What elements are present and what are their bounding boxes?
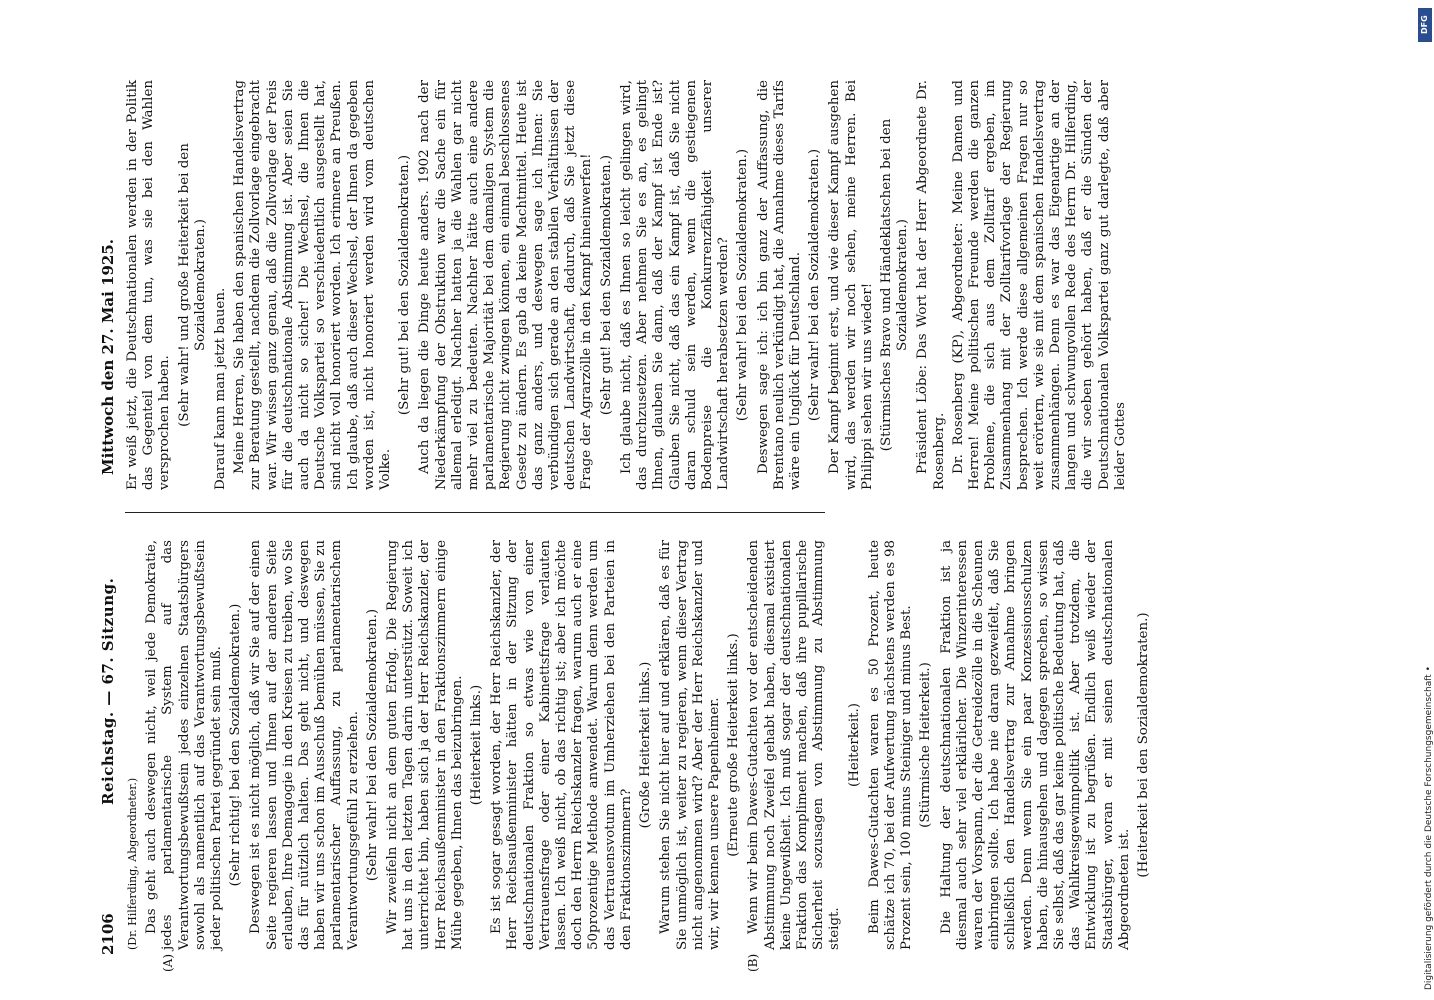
paragraph: Darauf kann man jetzt bauen. [213,287,229,490]
interjection: (Sehr richtig! bei den Sozialdemokraten.) [228,603,244,887]
paragraph: Das geht auch deswegen nicht, weil jede Demokratie, jedes parlamentarische System auf das Verantwortungsbewußtsein jedes einzelnen Staatsbürgers sowohl als namentlich auf das Verantwortungsbewußtsein jeder politischen Partei gegründet sein muß. [144,540,225,950]
interjection: (Sehr wahr! bei den Sozialdemokraten.) [364,608,380,882]
interjection: (Heiterkeit bei den Sozialdemokraten.) [1135,612,1151,878]
margin-mark-b: (B) [746,953,760,972]
digitization-credit: Digitalisierung gefördert durch die Deutsche Forschungsgemeinschaft • [1424,666,1434,990]
left-column [125,540,1156,972]
interjection: (Heiterkeit links.) [469,684,485,806]
interjection: (Sehr gut! bei den Sozialdemokraten.) [598,154,614,416]
paragraph: Auch da liegen die Dinge heute anders. 1902 nach der Niederkämpfung der Obstruktion war die Sache ein für allemal erledigt. Nachher hatten ja die Wahlen gar nicht mehr viel zu bedeuten. Nachher hätte auch eine andere parlamentarische Majorität bei dem damaligen System die Regierung nicht zwingen können, ein einmal beschlossenes Gesetz zu ändern. Es gab da keine Machtmittel. Heute ist das ganz anders, und deswegen sage ich Ihnen: Sie verbündigen sich gerade an den stabilen Verhältnissen der deutschen Landwirtschaft, dadurch, daß Sie jetzt diese Frage der Agrarzölle in den Kampf hineinwerfen! [417,80,595,490]
document-page [95,55,1425,972]
column-divider [125,512,825,513]
session-title: Reichstag. — 67. Sitzung. [99,577,117,805]
dfg-logo-icon: DFG [1418,8,1432,42]
paragraph: Meine Herren, Sie haben den spanischen Handelsvertrag zur Beratung gestellt, nachdem die Zollvorlage eingebracht war. Wir wissen ganz genau, daß die Zollvorlage der Preis für die deutschnationale Abstimmung ist. Aber seien Sie auch da nicht so sicher! Die Wechsel, die Ihnen die Deutsche Volkspartei so verschiedentlich ausgestellt hat, sind nicht voll honoriert worden. Ich erinnere an Preußen. Ich glaube, daß auch dieser Wechsel, der Ihnen da gegeben worden ist, nicht honoriert werden wird vom deutschen Volke. [232,80,394,490]
interjection: (Sehr wahr! bei den Sozialdemokraten.) [807,148,823,422]
interjection: (Heiterkeit.) [846,703,862,787]
paragraph: Wir zweifeln nicht an dem guten Erfolg. Die Regierung hat uns in den letzten Tagen darin unterstützt. Soweit ich unterrichtet bin, haben sich ja der Herr Reichskanzler, der Herr Reichsaußenminister in den Fraktionszimmern einige Mühe gegeben, Ihnen das beizubringen. [385,540,465,950]
paragraph: Ich glaube nicht, daß es Ihnen so leicht gelingen wird, das durchzusetzen. Aber nehmen Sie es an, es gelingt Ihnen, glauben Sie dann, daß der Kampf ist Ende ist? Glauben Sie nicht, daß das ein Kampf ist, daß Sie nicht daran schuld sein werden, wenn die gestiegenen Bodenpreise die Konkurrenzfähigkeit unserer Landwirtschaft herabsetzen werden? [618,80,732,490]
interjection: (Sehr gut! bei den Sozialdemokraten.) [397,154,413,416]
speaker-announcement: Präsident Löbe: Das Wort hat der Herr Abgeordnete Dr. Rosenberg. [915,80,947,490]
paragraph: Wenn wir beim Dawes-Gutachten vor der entscheidenden Abstimmung noch Zweifel gehabt haben, diesmal existiert keine Ungewißheit. Ich muß sogar der deutschnationalen Fraktion das Kompliment machen, daß ihre pupillarische Sicherheit sozusagen von Abstimmung zu Abstimmung steigt. [746,540,843,950]
paragraph: Dr. Rosenberg (KP), Abgeordneter: Meine Damen und Herren! Meine politischen Freunde werden die ganzen Probleme, die sich aus dem Zolltarif ergeben, im Zusammenhang mit der Zolltarifvorlage der Regierung besprechen. Ich werde diese allgemeinen Fragen nur so weit erörtern, wie sie mit dem spanischen Handelsvertrag zusammenhängen. Denn es war das Eigenartige an der langen und schwungvollen Rede des Herrn Dr. Hilferding, die wir soeben gehört haben, daß er die Sünden der Deutschnationalen Volkspartei ganz gut darlegte, daß aber leider Gottes [950,80,1128,490]
speaker-header: (Dr. Hilferding, Abgeordneter.) [126,777,139,950]
paragraph: Warum stehen Sie nicht hier auf und erklären, daß es für Sie unmöglich ist, weiter zu regieren, wenn dieser Vertrag nicht angenommen wird? Aber der Herr Reichskanzler und wir, wir kennen unsere Papenheimer. [658,540,722,950]
session-date: Mittwoch den 27. Mai 1925. [99,238,117,475]
paragraph: Der Kampf beginnt erst, und wie dieser Kampf ausgehen wird, das werden wir noch sehen, meine Herren. Bei Philippi sehen wir uns wieder! [827,80,875,490]
page-header [95,55,125,955]
interjection: (Sehr wahr! bei den Sozialdemokraten.) [735,148,751,422]
interjection: (Große Heiterkeit links.) [638,661,654,829]
paragraph: Es ist sogar gesagt worden, der Herr Reichskanzler, der Herr Reichsaußenminister hätten in der Sitzung der deutschnationalen Fraktion so etwas wie von einer Vertrauensfrage oder einer Kabinettsfrage verlauten lassen. Ich weiß nicht, ob das richtig ist; aber ich möchte doch den Herrn Reichskanzler fragen, warum auch er eine 50prozentige Methode anwendet. Warum denn werden um das Vertrauensvotum im Umherziehen bei den Parteien in den Fraktionszimmern? [489,540,634,950]
right-column [125,80,1132,490]
page-number: 2106 [99,913,117,955]
paragraph: Deswegen ist es nicht möglich, daß wir Sie auf der einen Seite regieren lassen und Ihnen auf der anderen Seite erlauben, Ihre Demagogie in den Kreisen zu treiben, wo Sie das für nützlich halten. Das geht nicht, und deswegen haben wir uns schon im Ausschuß bemühen müssen, Sie zu parlamentarischer Auffassung, zu parlamentarischem Verantwortungsgefühl zu erziehen. [248,540,361,950]
paragraph: Er weiß jetzt, die Deutschnationalen werden in der Politik das Gegenteil von dem tun, was sie bei den Wahlen versprochen haben. [125,80,173,490]
paragraph: Die Haltung der deutschnationalen Fraktion ist ja diesmal auch sehr viel erklärlicher. Die Winzerinteressen waren der Vorspann, der die Getreidezölle in die Scheunen einbringen sollte. Ich habe nie daran gezweifelt, daß Sie schließlich den Handelsvertrag zur Annahme bringen werden. Denn wenn Sie ein paar Konzessionsschulzen haben, die hinausgehen und dagegen sprechen, so wissen Sie selbst, daß das gar keine politische Bedeutung hat, daß das Wahlkreisgewinnpolitik ist. Aber trotzdem, die Entwicklung ist zu begrüßen. Endlich weiß wieder der Staatsbürger, woran er mit seinen deutschnationalen Abgeordneten ist. [938,540,1132,950]
interjection: (Sehr wahr! und große Heiterkeit bei den Sozialdemokraten.) [176,143,208,427]
paragraph: Beim Dawes-Gutachten waren es 50 Prozent, heute schätze ich 70, bei der Aufwertung nächstens werden es 98 Prozent sein, 100 minus Steiniger und minus Best. [866,540,915,950]
paragraph: Deswegen sage ich: ich bin ganz der Auffassung, die Brentano neulich verkündigt hat, die Annahme dieses Tarifs wäre ein Unglück für Deutschland. [755,80,803,490]
margin-mark-a: (A) [161,953,175,972]
interjection: (Erneute große Heiterkeit links.) [726,633,742,857]
interjection: (Stürmische Heiterkeit.) [918,662,934,828]
interjection: (Stürmisches Bravo und Händeklatschen bei den Sozialdemokraten.) [878,118,911,452]
